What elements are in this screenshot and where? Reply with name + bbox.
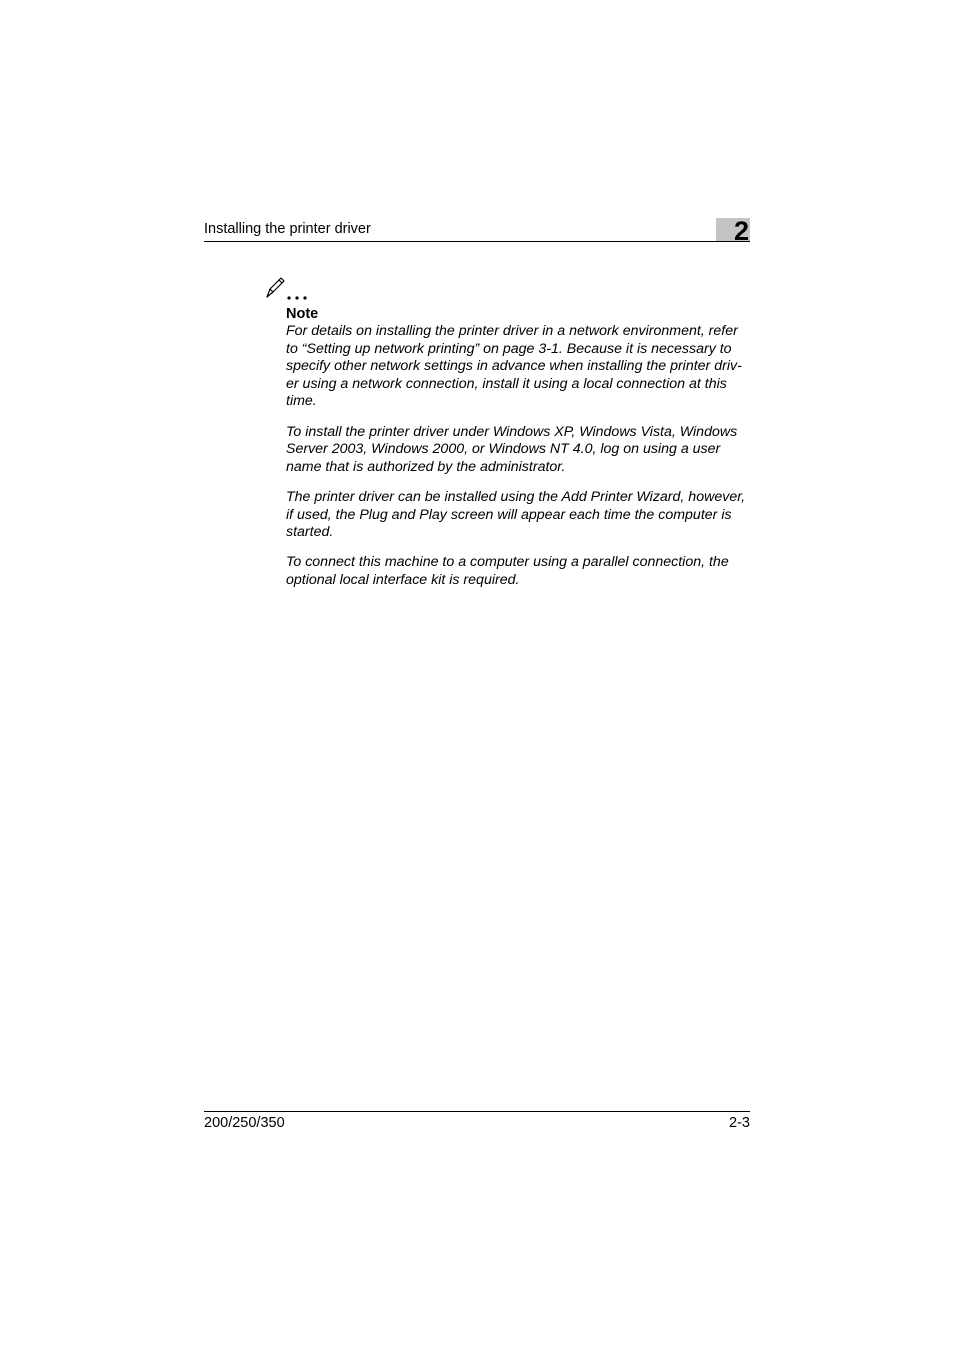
note-paragraph: To connect this machine to a computer using a parallel connection, the optional local interface kit is required. [286,554,729,588]
note-paragraph: To install the printer driver under Windows XP, Windows Vista, Windows Server 2003, Windows 2000, or Windows NT 4.0, log on using a user name that is authorized by the administrator. [286,423,738,475]
page-number: 2-3 [729,1115,750,1131]
note-label: Note [286,306,319,322]
header-divider [204,241,750,242]
chapter-number: 2 [733,216,749,246]
note-paragraph: For details on installing the printer driver in a network environment, refer to “Setting up network printing” on page 3-1. Because it is necessary to specify other network settings in advance when installing the printer driv-er using a network connection, install it using a local connection at this time. [286,323,742,410]
pencil-note-icon [264,276,310,302]
footer-divider [204,1111,750,1112]
model-number: 200/250/350 [204,1115,285,1131]
section-title: Installing the printer driver [204,221,371,237]
chapter-tab [716,216,750,246]
note-body [286,323,752,602]
note-paragraph: The printer driver can be installed using the Add Printer Wizard, however, if used, the Plug and Play screen will appear each time the computer is started. [286,488,746,541]
